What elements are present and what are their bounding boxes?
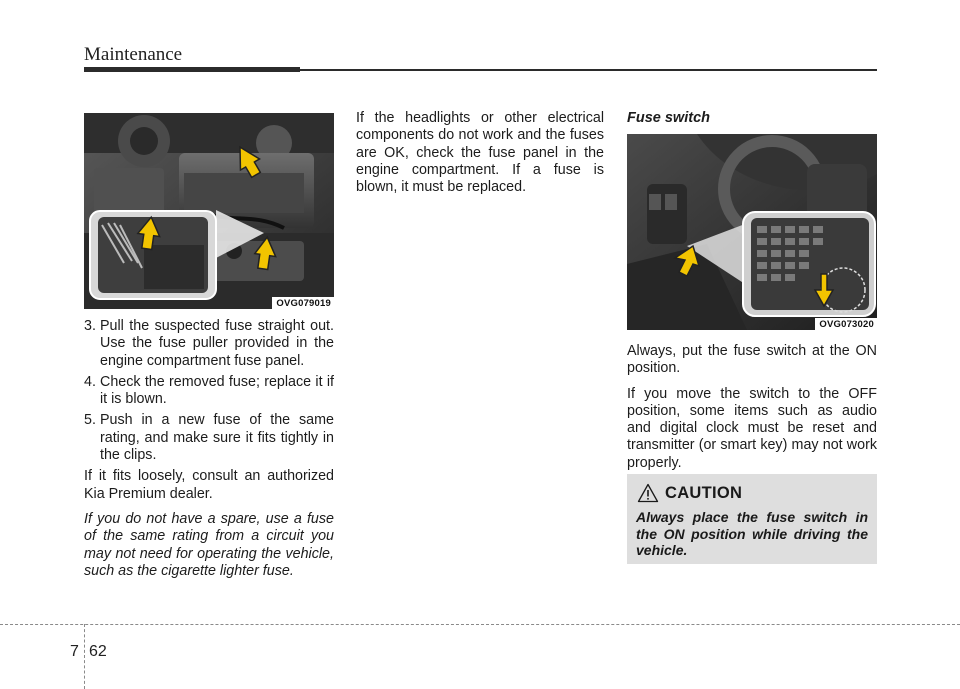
step-number: 3.	[84, 318, 96, 334]
left-column-text	[84, 318, 334, 580]
caution-box	[627, 474, 877, 564]
step-item	[84, 412, 334, 464]
section-title: Fuse switch	[627, 110, 710, 126]
right-column-text	[627, 343, 877, 472]
caution-text: Always place the fuse switch in the ON position while driving the vehicle.	[636, 509, 868, 558]
engine-compartment-illustration	[84, 113, 334, 309]
step-item	[84, 318, 334, 370]
step-number: 4.	[84, 373, 96, 390]
step-item	[84, 374, 334, 409]
step-text: Pull the suspected fuse straight out. Use the fuse puller provided in the engine compartment fuse panel.	[100, 318, 334, 369]
warning-triangle-icon	[637, 483, 659, 503]
footer-vertical-divider	[84, 624, 85, 689]
engine-compartment-figure	[84, 113, 334, 309]
dealer-paragraph: If it fits loosely, consult an authorized Kia Premium dealer.	[84, 468, 334, 502]
page-header-title: Maintenance	[84, 44, 183, 65]
header-rule-thin	[300, 69, 877, 71]
step-text: Check the removed fuse; replace it if it is blown.	[100, 373, 334, 408]
step-number: 5.	[84, 412, 96, 429]
fuse-switch-on-paragraph: Always, put the fuse switch at the ON position.	[627, 343, 877, 377]
footer-divider	[0, 624, 960, 625]
figure-label: OVG079019	[272, 297, 334, 309]
fuse-switch-illustration	[627, 134, 877, 330]
caution-header	[637, 483, 742, 503]
fuse-switch-off-paragraph: If you move the switch to the OFF position, some items such as audio and digital clock must be reset and transmitter (or smart key) may not work properly.	[627, 385, 877, 471]
step-text: Push in a new fuse of the same rating, and make sure it fits tightly in the clips.	[100, 412, 334, 464]
spare-fuse-note: If you do not have a spare, use a fuse of the same rating from a circuit you may not need for operating the vehicle, such as the cigarette lighter fuse.	[84, 510, 334, 579]
figure-label: OVG073020	[815, 318, 877, 330]
chapter-number: 7	[70, 643, 79, 660]
header-rule-thick	[84, 67, 300, 72]
fuse-switch-figure	[627, 134, 877, 330]
caution-title: CAUTION	[665, 483, 743, 502]
middle-column-paragraph: If the headlights or other electrical components do not work and the fuses are OK, check the fuse panel in the engine compartment. If a fuse is blown, it must be replaced.	[356, 110, 604, 196]
page-number: 62	[89, 643, 107, 660]
